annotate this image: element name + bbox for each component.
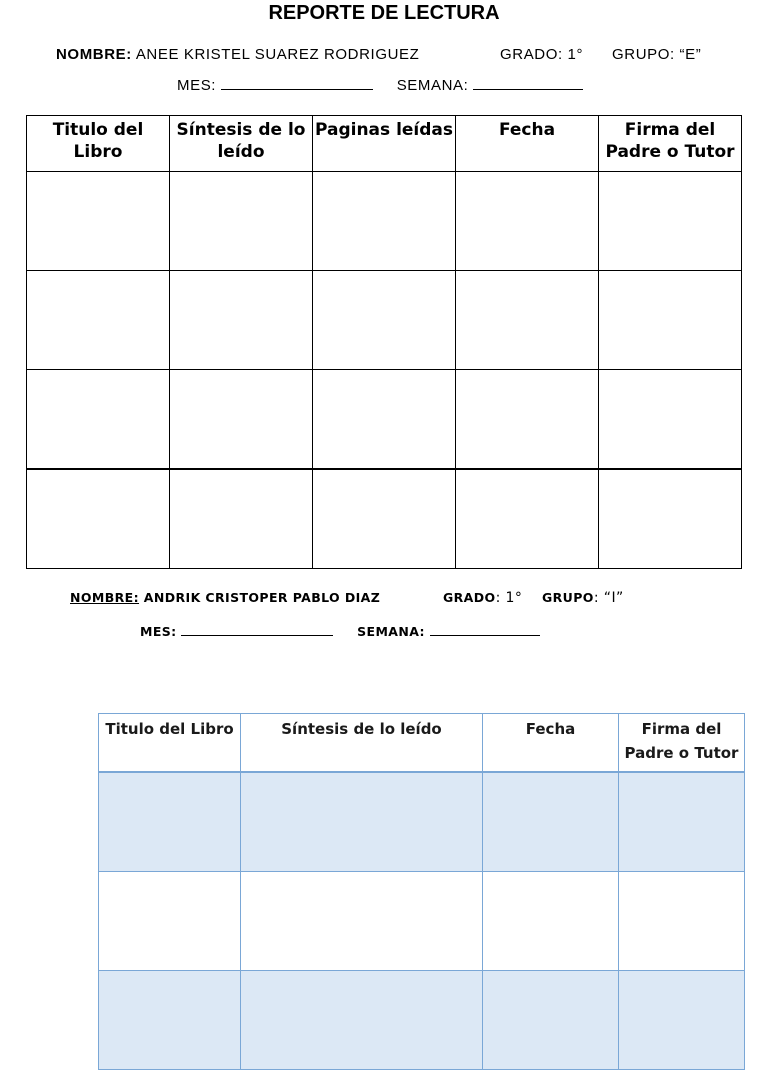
table-cell[interactable]: [170, 469, 313, 569]
student2-grupo-value: : “I”: [593, 590, 624, 606]
table-cell[interactable]: [313, 370, 456, 470]
student2-date-row: [140, 623, 540, 639]
table2-header-row: [99, 714, 745, 773]
table-cell[interactable]: [619, 971, 745, 1070]
table-cell[interactable]: [456, 370, 599, 470]
table2-header-cell: Titulo del Libro: [99, 714, 241, 773]
page-title: REPORTE DE LECTURA: [268, 2, 500, 24]
table1-header-cell: Síntesis de lo leído: [170, 116, 313, 172]
table-cell[interactable]: [241, 971, 483, 1070]
table-cell[interactable]: [599, 469, 742, 569]
table-row: [27, 370, 742, 470]
table-cell[interactable]: [456, 469, 599, 569]
table-cell[interactable]: [599, 172, 742, 271]
table-cell[interactable]: [456, 271, 599, 370]
table-cell[interactable]: [27, 469, 170, 569]
table-row: [27, 271, 742, 370]
table-cell[interactable]: [99, 872, 241, 971]
table2-header-cell: Fecha: [483, 714, 619, 773]
student1-info-row: [0, 46, 768, 68]
table-cell[interactable]: [99, 971, 241, 1070]
student1-name-value: ANEE KRISTEL SUAREZ RODRIGUEZ: [135, 46, 420, 63]
reading-report-table-1: [26, 115, 742, 569]
table-row: [99, 971, 745, 1070]
table-cell[interactable]: [241, 772, 483, 872]
student1-semana-label: SEMANA:: [396, 77, 469, 94]
table-row: [99, 772, 745, 872]
student1-name-label: NOMBRE:: [56, 46, 132, 63]
table1-header-cell: Firma del Padre o Tutor: [599, 116, 742, 172]
table-cell[interactable]: [313, 271, 456, 370]
student1-mes-label: MES:: [177, 77, 217, 94]
student2-name: [70, 590, 380, 605]
table-cell[interactable]: [483, 872, 619, 971]
table1-header-row: [27, 116, 742, 172]
table-cell[interactable]: [27, 271, 170, 370]
student2-semana-label: SEMANA:: [357, 624, 425, 639]
table-cell[interactable]: [599, 271, 742, 370]
table-cell[interactable]: [170, 271, 313, 370]
table-cell[interactable]: [313, 172, 456, 271]
table-row: [27, 172, 742, 271]
semana-blank-line: [430, 623, 540, 636]
student2-grado: [443, 590, 522, 606]
student2-grupo-label: GRUPO: [542, 590, 594, 605]
table-cell[interactable]: [170, 370, 313, 470]
student2-grupo: [542, 590, 624, 606]
table-cell[interactable]: [170, 172, 313, 271]
semana-blank-line: [473, 77, 583, 90]
table-cell[interactable]: [619, 872, 745, 971]
table-cell[interactable]: [483, 772, 619, 872]
student1-grado: GRADO: 1°: [500, 46, 584, 63]
reading-report-table-2: [98, 713, 745, 1070]
mes-blank-line: [181, 623, 333, 636]
mes-blank-line: [221, 77, 373, 90]
table1-header-cell: Paginas leídas: [313, 116, 456, 172]
table2-header-cell: Síntesis de lo leído: [241, 714, 483, 773]
table-row: [99, 872, 745, 971]
student2-grado-value: : 1°: [495, 590, 523, 606]
table-cell[interactable]: [456, 172, 599, 271]
table2-header-cell: Firma del Padre o Tutor: [619, 714, 745, 773]
table-cell[interactable]: [99, 772, 241, 872]
student2-mes-label: MES:: [140, 624, 177, 639]
table-cell[interactable]: [241, 872, 483, 971]
student1-name: [56, 46, 419, 63]
table-cell[interactable]: [27, 172, 170, 271]
table-cell[interactable]: [483, 971, 619, 1070]
table1-header-cell: Fecha: [456, 116, 599, 172]
student2-name-value: ANDRIK CRISTOPER PABLO DIAZ: [143, 590, 381, 605]
table-row: [27, 469, 742, 569]
table-cell[interactable]: [27, 370, 170, 470]
table-cell[interactable]: [599, 370, 742, 470]
table-cell[interactable]: [619, 772, 745, 872]
student1-date-row: [177, 77, 583, 94]
table1-header-cell: Titulo del Libro: [27, 116, 170, 172]
student1-grupo: GRUPO: “E”: [612, 46, 702, 63]
table-cell[interactable]: [313, 469, 456, 569]
student2-name-label: NOMBRE:: [70, 590, 140, 605]
student2-grado-label: GRADO: [443, 590, 496, 605]
